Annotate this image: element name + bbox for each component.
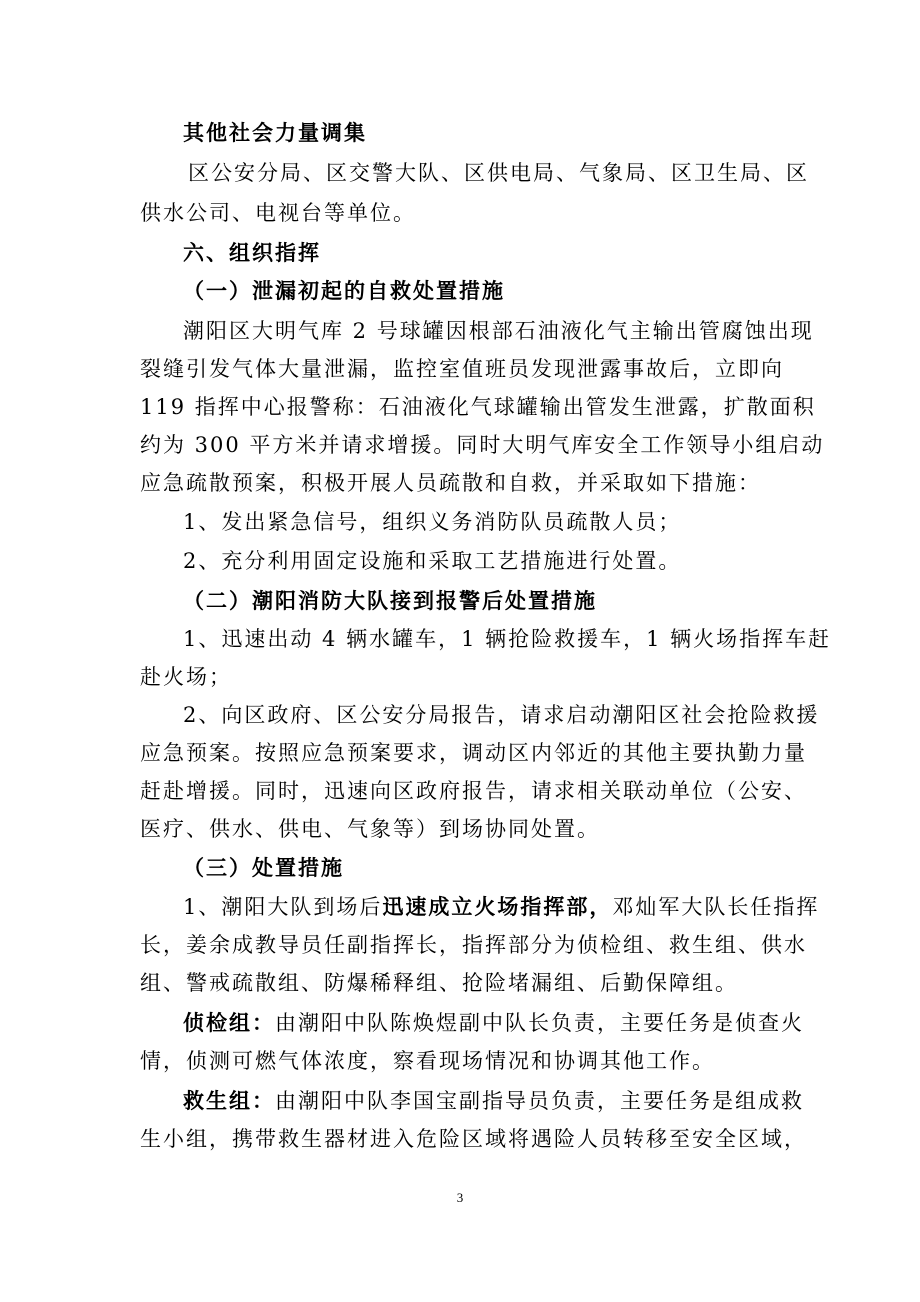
paragraph-line: 医疗、供水、供电、气象等）到场协同处置。	[140, 817, 600, 841]
command-heading: 六、组织指挥	[183, 240, 321, 265]
paragraph-line: 情，侦测可燃气体浓度，察看现场情况和协调其他工作。	[140, 1049, 715, 1073]
recon-team-label: 侦检组：	[183, 1010, 275, 1035]
paragraph-line: 应急疏散预案，积极开展人员疏散和自救，并采取如下措施：	[140, 471, 761, 495]
paragraph-line: 119 指挥中心报警称：石油液化气球罐输出管发生泄露，扩散面积	[140, 395, 816, 419]
list-item: 1、迅速出动 4 辆水罐车，1 辆抢险救援车，1 辆火场指挥车赶	[183, 627, 832, 651]
list-item: 1、发出紧急信号，组织义务消防队员疏散人员；	[183, 510, 682, 534]
paragraph-line: 供水公司、电视台等单位。	[140, 201, 416, 225]
part3-heading: （三）处置措施	[183, 855, 344, 880]
paragraph-line: 赴火场；	[140, 665, 232, 689]
paragraph-line: 潮阳区大明气库 2 号球罐因根部石油液化气主输出管腐蚀出现	[183, 319, 814, 343]
recon-team-line	[183, 1008, 804, 1038]
item-prefix: 1、潮阳大队到场后	[183, 895, 383, 919]
paragraph-line: 裂缝引发气体大量泄漏，监控室值班员发现泄露事故后，立即向	[140, 357, 784, 381]
part2-heading: （二）潮阳消防大队接到报警后处置措施	[183, 588, 597, 613]
paragraph-line: 长，姜余成教导员任副指挥长，指挥部分为侦检组、救生组、供水	[140, 933, 807, 957]
item-suffix: 邓灿军大队长任指挥	[612, 895, 820, 919]
page-number: 3	[456, 1190, 464, 1205]
paragraph-line: 赶赴增援。同时，迅速向区政府报告，请求相关联动单位（公安、	[140, 779, 807, 803]
rescue-team-text: 由潮阳中队李国宝副指导员负责，主要任务是组成救	[275, 1089, 804, 1113]
list-item: 2、向区政府、区公安分局报告，请求启动潮阳区社会抢险救援	[183, 703, 820, 727]
rescue-team-line	[183, 1086, 804, 1116]
paragraph-line: 约为 300 平方米并请求增援。同时大明气库安全工作领导小组启动	[140, 433, 825, 457]
recon-team-text: 由潮阳中队陈焕煜副中队长负责，主要任务是侦查火	[275, 1011, 804, 1035]
bold-emphasis: 迅速成立火场指挥部，	[382, 894, 613, 919]
paragraph-line: 应急预案。按照应急预案要求，调动区内邻近的其他主要执勤力量	[140, 741, 807, 765]
social-forces-heading: 其他社会力量调集	[183, 120, 367, 145]
part1-heading: （一）泄漏初起的自救处置措施	[183, 278, 505, 303]
paragraph-line: 组、警戒疏散组、防爆稀释组、抢险堵漏组、后勤保障组。	[140, 971, 738, 995]
paragraph-line: 生小组，携带救生器材进入危险区域将遇险人员转移至安全区域，	[140, 1127, 807, 1151]
paragraph-line: 区公安分局、区交警大队、区供电局、气象局、区卫生局、区	[188, 161, 809, 185]
rescue-team-label: 救生组：	[183, 1088, 275, 1113]
list-item	[183, 892, 819, 922]
list-item: 2、充分利用固定设施和采取工艺措施进行处置。	[183, 549, 682, 573]
